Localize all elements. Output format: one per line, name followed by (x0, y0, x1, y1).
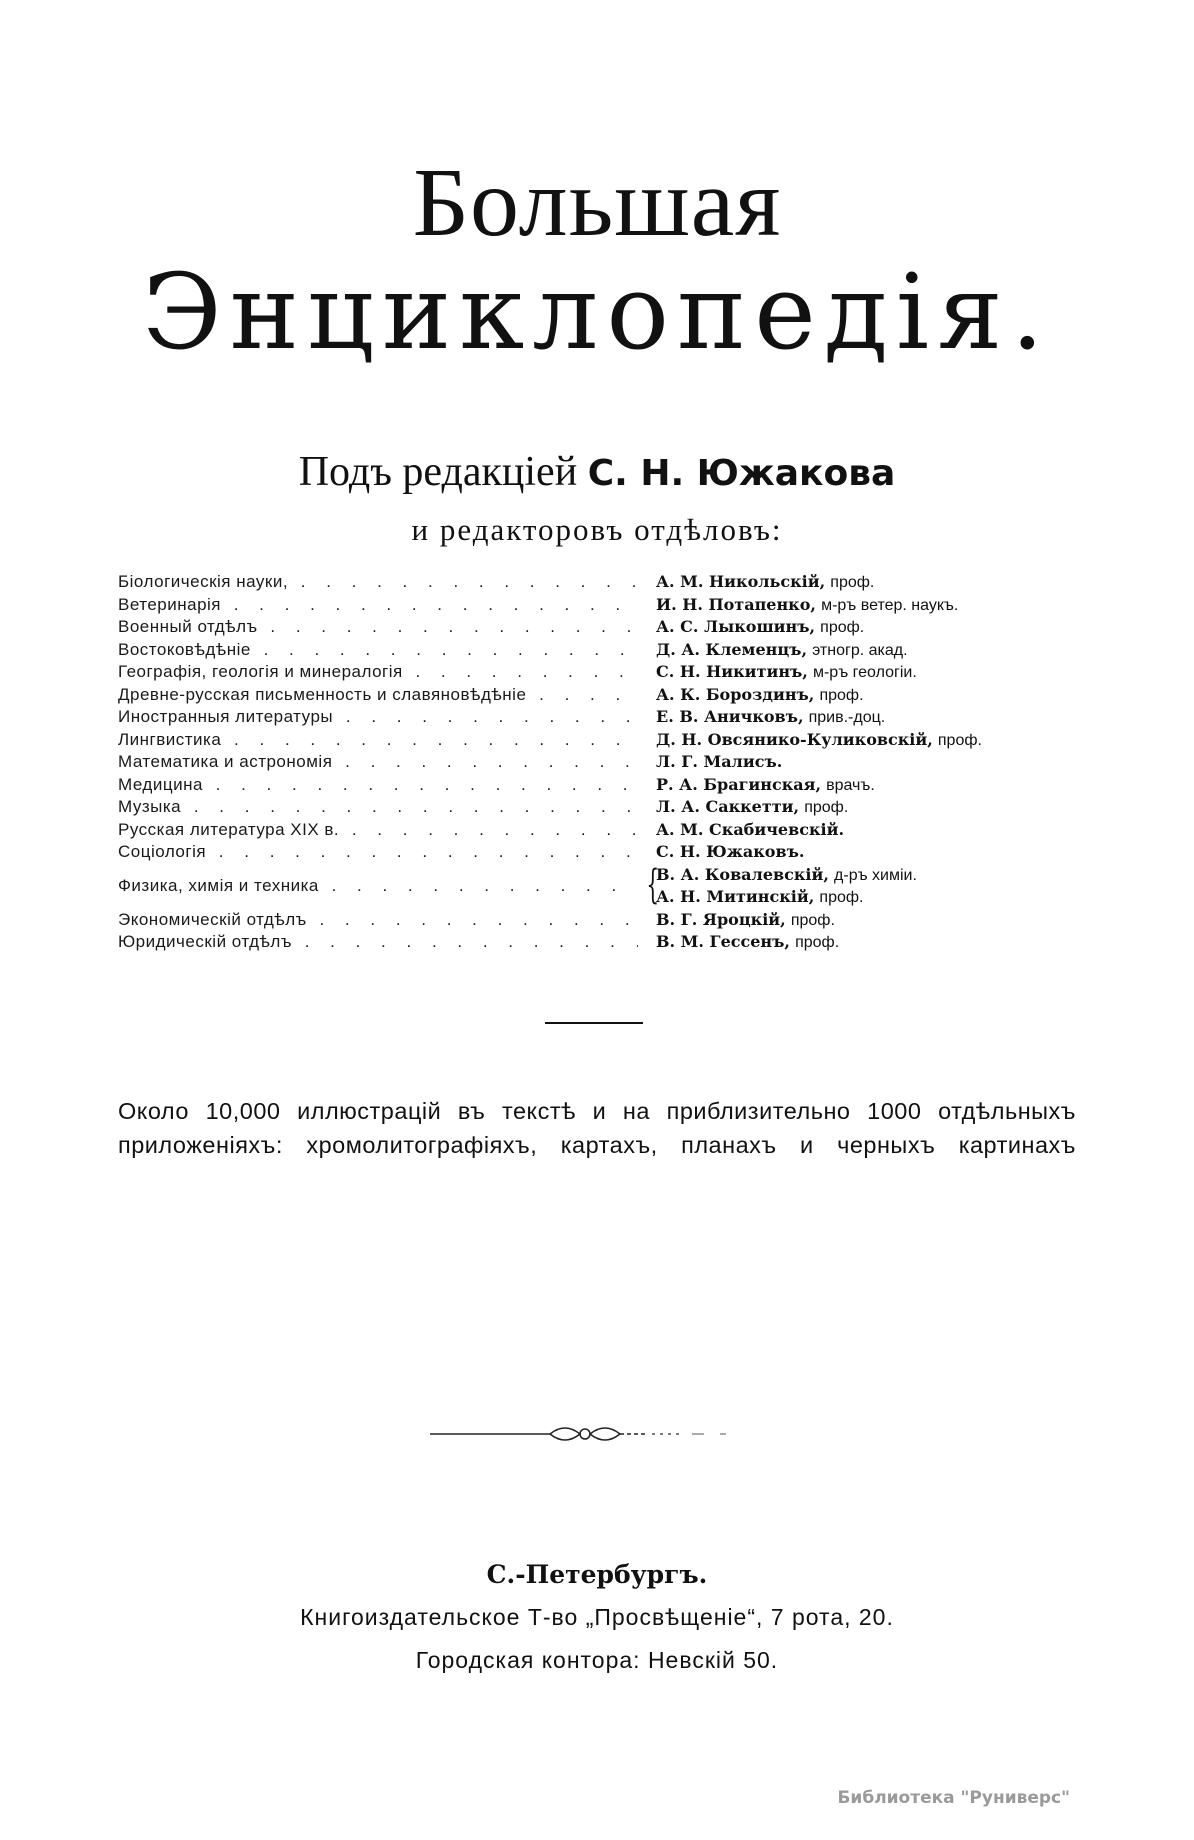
editor-role: проф. (830, 574, 875, 591)
department-editor (656, 639, 908, 663)
department-list (118, 571, 1098, 954)
editor-name: В. М. Гессенъ, (656, 932, 790, 951)
editor-role: прив.-доц. (808, 709, 886, 726)
editor-name: А. К. Бороздинъ, (656, 684, 815, 704)
department-row-two-editors (118, 861, 1098, 909)
chief-editor-line (0, 444, 1194, 502)
department-name: Ветеринарія . . . (118, 594, 638, 617)
department-editor (656, 616, 864, 640)
department-editor (656, 841, 804, 865)
department-row (118, 931, 1098, 954)
department-name: Математика и астрономія . . . (118, 751, 638, 774)
department-name: Экономическій отдѣлъ . . . (118, 909, 638, 932)
department-row (118, 819, 1098, 842)
department-row (118, 774, 1098, 797)
editor-name: Д. Н. Овсянико-Куликовскій, (656, 729, 933, 749)
editor-prefix: Подъ редакціей (298, 449, 578, 495)
illustrations-note: Около 10,000 иллюстрацій въ текстѣ и на приблизительно 1000 отдѣльныхъ приложеніяхъ: хромолитографіяхъ, картахъ, планахъ и черныхъ картинахъ (118, 1098, 1076, 1158)
ornament-divider-icon (430, 1424, 760, 1444)
editor-role: проф. (795, 934, 840, 951)
editor-name: В. А. Ковалевскій, (656, 864, 829, 884)
department-name: Русская литература XIX в. . . . (118, 819, 638, 842)
imprint-city: С.-Петербургъ. (486, 1560, 708, 1589)
department-row (118, 841, 1098, 864)
title-line-2: Энциклопедія. (142, 251, 1052, 373)
department-name: Географія, геологія и минералогія . . . (118, 661, 638, 684)
department-editor (656, 661, 917, 685)
department-row (118, 909, 1098, 932)
department-editor (656, 909, 835, 933)
department-name: Военный отдѣлъ . . . (118, 616, 638, 639)
horizontal-rule (545, 1022, 643, 1024)
editor-role: проф. (819, 889, 864, 906)
library-watermark: Библиотека "Руниверс" (837, 1788, 1070, 1808)
editor-name: А. Н. Митинскій, (656, 887, 815, 906)
editor-role: м-ръ ветер. наукъ. (821, 596, 959, 614)
department-name: Юридическій отдѣлъ . . . (118, 931, 638, 954)
editor-name: А. М. Скабичевскій. (656, 819, 845, 839)
editor-name: В. Г. Яроцкій, (656, 909, 786, 929)
editor-role: проф. (790, 911, 835, 929)
editor-name: С. Н. Никитинъ, (656, 662, 808, 681)
editor-role: д-ръ химіи. (834, 866, 917, 884)
department-row (118, 639, 1098, 662)
department-editor (656, 594, 958, 618)
department-name: Біологическія науки, . . . (118, 571, 638, 594)
department-row (118, 796, 1098, 819)
editor-name: А. С. Лыкошинъ, (656, 617, 816, 636)
editor-name: Е. В. Аничковъ, (656, 707, 804, 726)
department-editor (656, 774, 875, 798)
department-editor (656, 864, 917, 888)
department-name: Медицина . . . (118, 774, 638, 797)
editor-name: С. Н. Южакова (587, 453, 896, 494)
department-editor (656, 751, 782, 775)
department-editor (656, 684, 864, 708)
editor-name: Л. Г. Малисъ. (656, 752, 783, 771)
department-row (118, 616, 1098, 639)
editor-name: Л. А. Саккетти, (656, 797, 800, 816)
editor-role: проф. (820, 619, 865, 636)
editor-name: А. М. Никольскій, (656, 572, 826, 591)
department-name: Соціологія . . . (118, 841, 638, 864)
imprint-publisher: Книгоиздательское Т-во „Просвѣщеніе“, 7 рота, 20. (300, 1604, 894, 1630)
department-editor (656, 819, 844, 843)
department-editor (656, 729, 982, 753)
editor-role: этногр. акад. (812, 641, 908, 659)
department-row (118, 729, 1098, 752)
department-editor (656, 796, 848, 820)
department-row (118, 571, 1098, 594)
department-editor (656, 886, 863, 910)
editor-role: проф. (937, 731, 982, 749)
editor-name: Р. А. Брагинская, (656, 774, 822, 794)
editor-name: И. Н. Потапенко, (656, 594, 816, 614)
department-name: Лингвистика . . . (118, 729, 638, 752)
department-editor (656, 931, 839, 955)
department-row (118, 594, 1098, 617)
curly-brace-icon: { (646, 861, 660, 908)
department-editors-heading: и редакторовъ отдѣловъ: (411, 512, 783, 547)
department-editor (656, 706, 885, 730)
editor-role: врачъ. (826, 776, 875, 794)
editor-role: проф. (819, 686, 864, 704)
editor-role: м-ръ геологіи. (812, 664, 917, 681)
department-row (118, 706, 1098, 729)
title-line-1: Большая (412, 149, 782, 257)
department-name: Древне-русская письменность и славяновѣдѣніе . . . (118, 684, 638, 707)
imprint-office: Городская контора: Невскій 50. (415, 1647, 779, 1673)
editor-role: проф. (804, 799, 849, 816)
department-name: Востоковѣдѣніе . . . (118, 639, 638, 662)
editor-name: Д. А. Клеменцъ, (656, 639, 808, 659)
editor-name: С. Н. Южаковъ. (656, 842, 805, 861)
department-name: Иностранныя литературы . . . (118, 706, 638, 729)
department-editor (656, 571, 874, 595)
department-row (118, 751, 1098, 774)
department-name: Физика, химія и техника . . . (118, 875, 638, 898)
department-row (118, 661, 1098, 684)
department-row (118, 684, 1098, 707)
department-name: Музыка . . . (118, 796, 638, 819)
